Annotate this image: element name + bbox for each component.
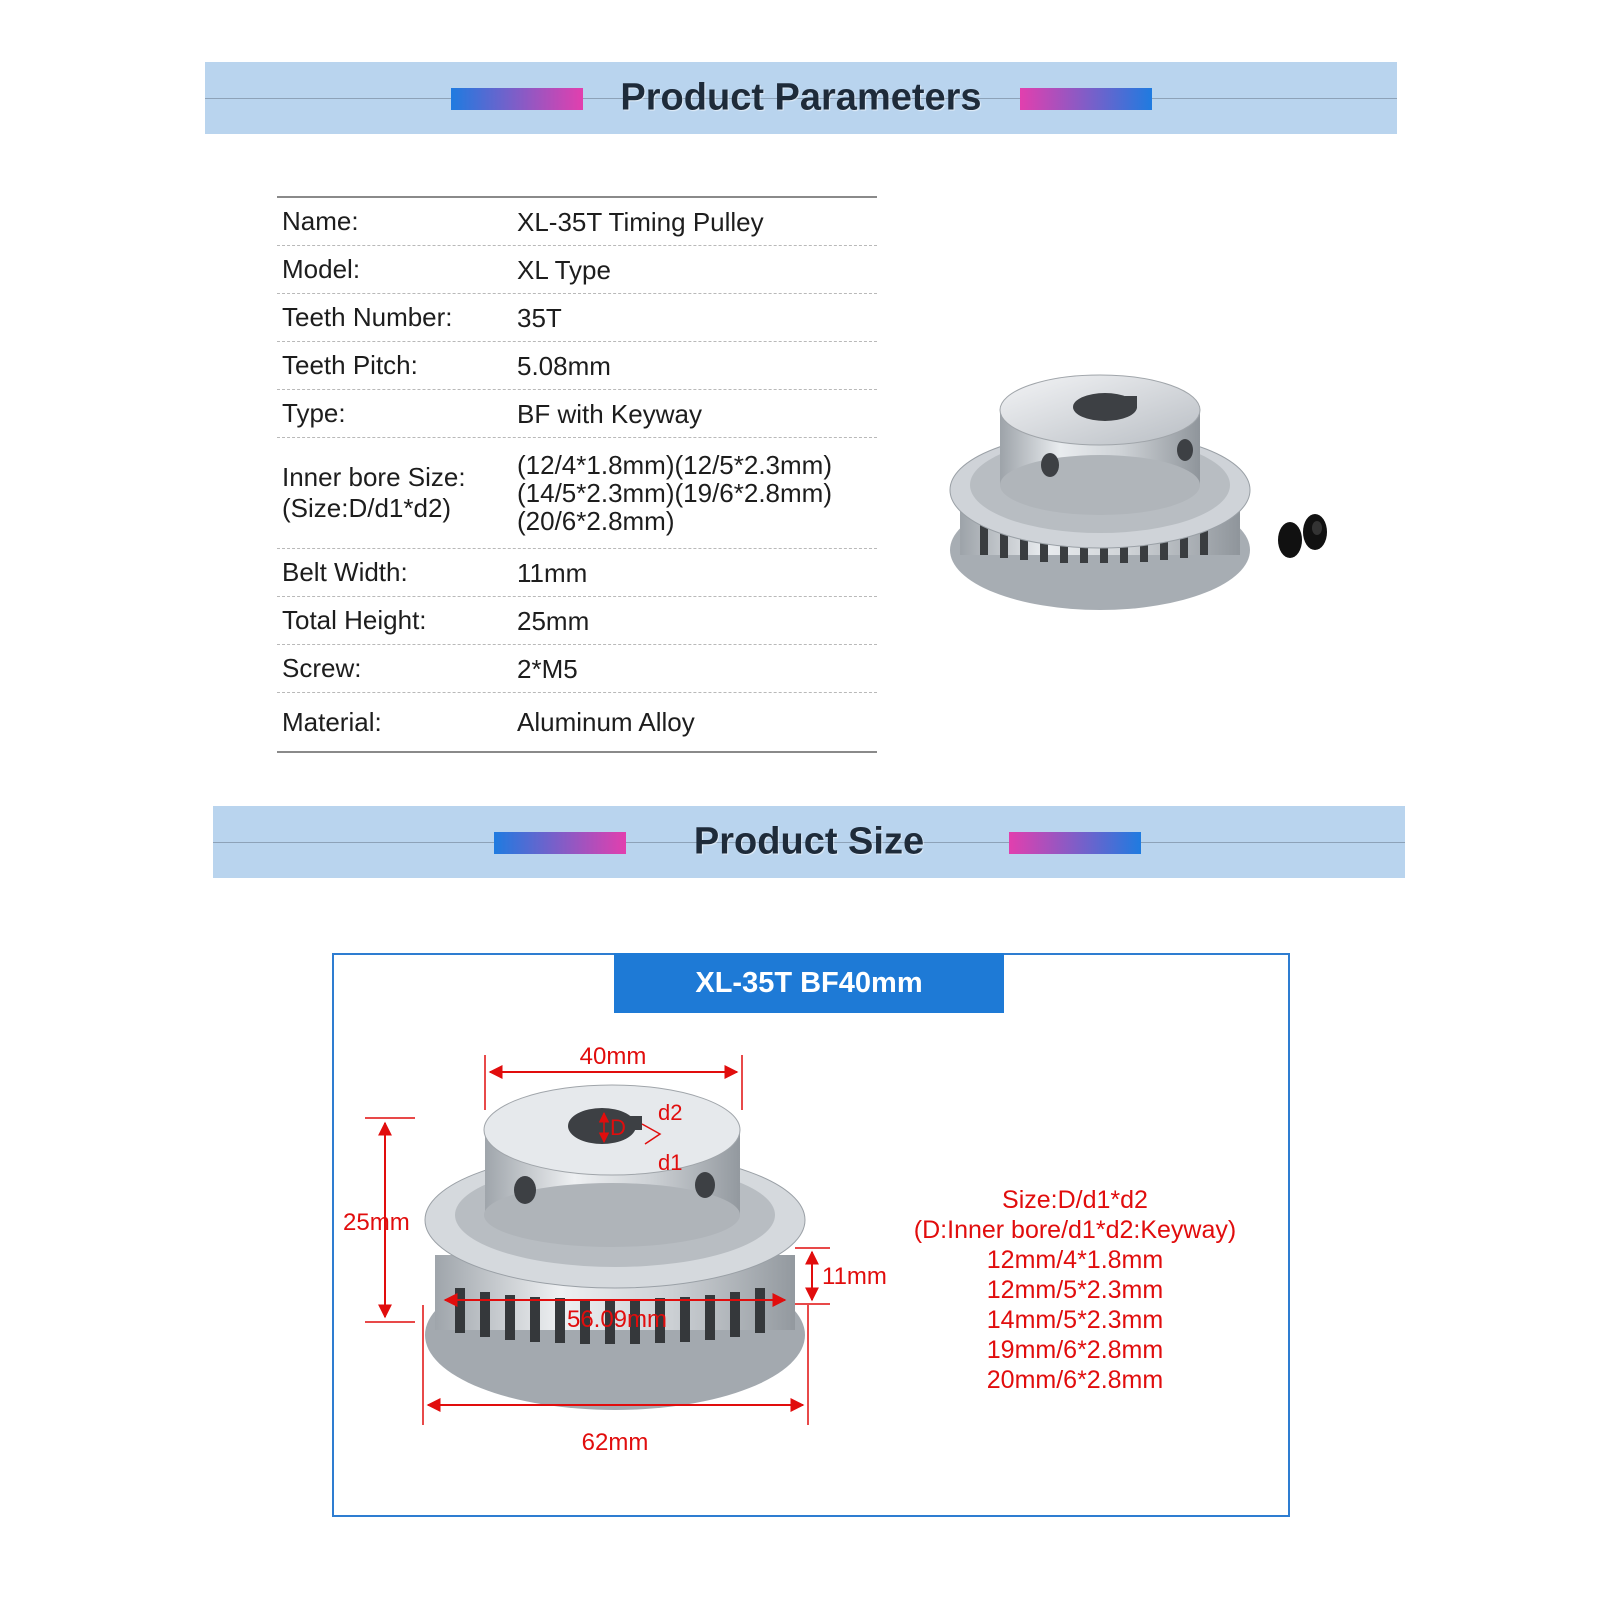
size-info-line: Size:D/d1*d2 bbox=[1002, 1186, 1148, 1214]
spec-key: Material: bbox=[282, 706, 382, 737]
size-info-line: 12mm/4*1.8mm bbox=[986, 1246, 1164, 1274]
dim-belt-width: 11mm bbox=[822, 1263, 887, 1290]
dim-top-diameter: 40mm bbox=[579, 1043, 647, 1070]
spec-row bbox=[277, 549, 877, 597]
banner-gradient-left bbox=[451, 88, 583, 110]
spec-value: 2*M5 bbox=[517, 653, 578, 684]
banner-gradient-right bbox=[1020, 88, 1152, 110]
spec-row bbox=[277, 246, 877, 294]
spec-value: XL Type bbox=[517, 254, 611, 285]
spec-key: Teeth Number: bbox=[282, 302, 453, 332]
dim-keyway-d1: d1 bbox=[658, 1150, 683, 1175]
spec-row bbox=[277, 294, 877, 342]
spec-key: Name: bbox=[282, 206, 359, 236]
spec-row bbox=[277, 597, 877, 645]
spec-value: 5.08mm bbox=[517, 350, 611, 381]
size-info-line: 20mm/6*2.8mm bbox=[986, 1366, 1164, 1394]
spec-key: Type: bbox=[282, 398, 346, 428]
spec-row bbox=[277, 693, 877, 751]
size-info-line: (D:Inner bore/d1*d2:Keyway) bbox=[913, 1216, 1237, 1244]
banner-gradient-left bbox=[494, 832, 626, 854]
spec-key: Model: bbox=[282, 254, 361, 284]
dim-keyway-d2: d2 bbox=[658, 1100, 683, 1125]
dim-bore-label: D bbox=[610, 1115, 626, 1140]
spec-row bbox=[277, 645, 877, 693]
size-info-line: 12mm/5*2.3mm bbox=[986, 1276, 1164, 1304]
product-size-banner bbox=[213, 806, 1405, 878]
spec-row bbox=[277, 438, 877, 549]
spec-key: Screw: bbox=[282, 653, 362, 683]
spec-row bbox=[277, 198, 877, 246]
spec-key: Inner bore Size: (Size:D/d1*d2) bbox=[282, 462, 466, 523]
product-parameters-title: Product Parameters bbox=[620, 76, 982, 119]
spec-row bbox=[277, 342, 877, 390]
spec-key: Teeth Pitch: bbox=[282, 350, 418, 380]
spec-row bbox=[277, 390, 877, 438]
banner-gradient-right bbox=[1009, 832, 1141, 854]
spec-value: 25mm bbox=[517, 605, 590, 636]
spec-key: Total Height: bbox=[282, 605, 427, 635]
size-info-line: 19mm/6*2.8mm bbox=[986, 1336, 1164, 1364]
spec-value: Aluminum Alloy bbox=[517, 707, 695, 737]
spec-value: 35T bbox=[517, 302, 562, 333]
pulley-product-photo bbox=[945, 370, 1345, 630]
product-size-title: Product Size bbox=[693, 820, 925, 863]
spec-value: 11mm bbox=[517, 557, 588, 588]
dim-total-height: 25mm bbox=[343, 1209, 410, 1236]
spec-value: (12/4*1.8mm)(12/5*2.3mm) (14/5*2.3mm)(19/6*2.8mm) (20/6*2.8mm) bbox=[517, 450, 832, 536]
size-info-line: 14mm/5*2.3mm bbox=[986, 1306, 1164, 1334]
spec-key: Belt Width: bbox=[282, 557, 408, 587]
size-panel-header: XL-35T BF40mm bbox=[614, 953, 1004, 1013]
pulley-dimension-diagram bbox=[340, 1020, 940, 1505]
spec-value: XL-35T Timing Pulley bbox=[517, 206, 764, 237]
spec-table bbox=[277, 196, 877, 753]
dim-teeth-diameter: 56.09mm bbox=[566, 1306, 668, 1333]
dim-flange-diameter: 62mm bbox=[581, 1429, 649, 1456]
bore-size-info bbox=[885, 1185, 1265, 1395]
product-parameters-banner bbox=[205, 62, 1397, 134]
spec-value: BF with Keyway bbox=[517, 398, 702, 429]
